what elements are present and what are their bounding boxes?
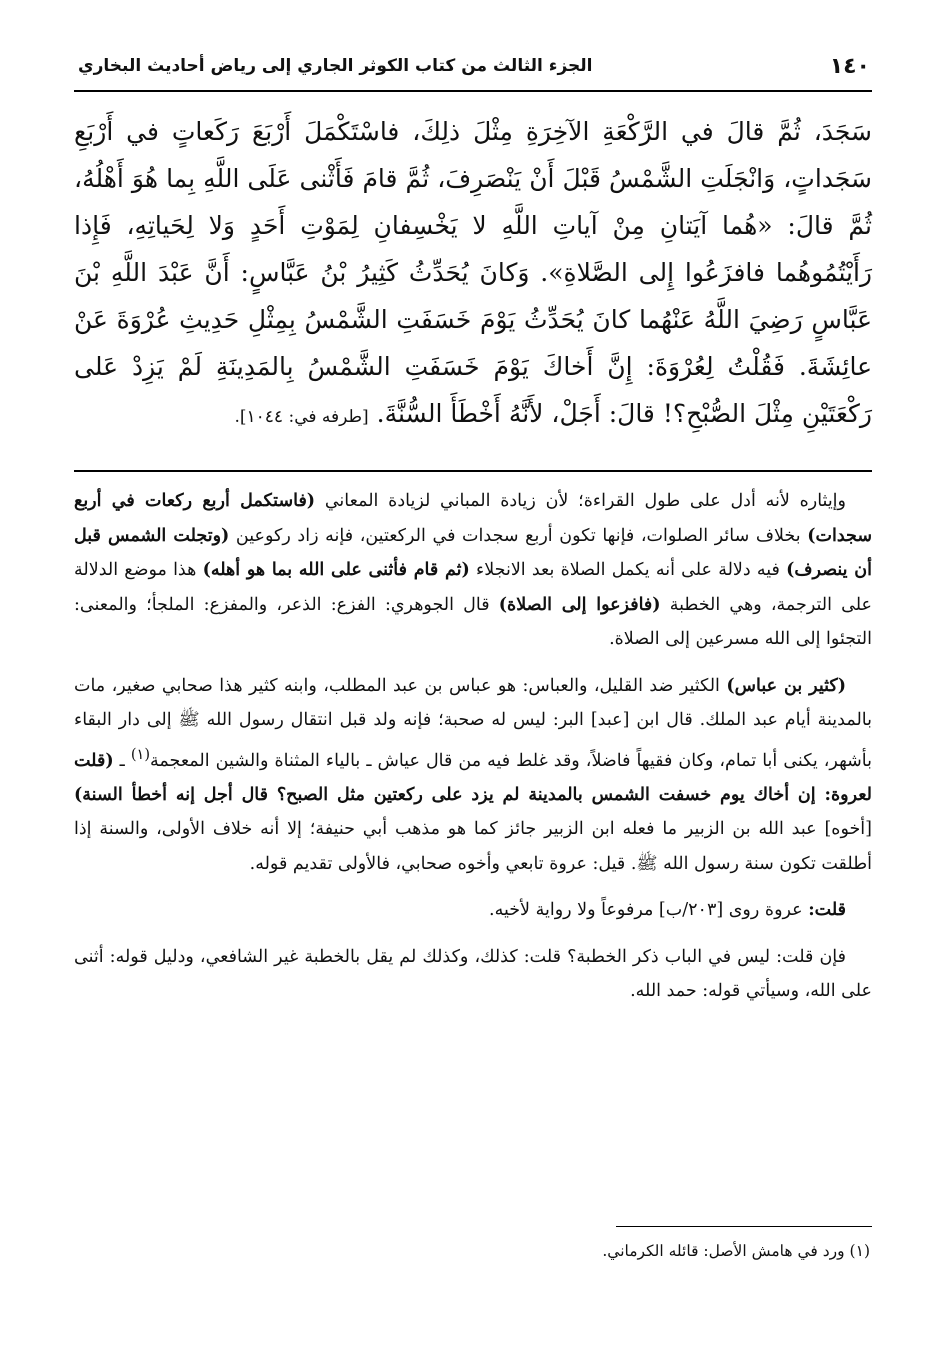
commentary-block [74,484,872,1009]
commentary-text: فإن قلت: ليس في الباب ذكر الخطبة؟ قلت: كذلك، وكذلك لم يقل بالخطبة غير الشافعي، ودليل قوله: أثنى على الله، وسيأتي قوله: حمد الله. [74,946,872,1002]
footnote-divider [616,1226,872,1227]
commentary-text: بخلاف سائر الصلوات، فإنها تكون أربع سجدات في الركعتين، فإنه زاد ركوعين [229,525,808,546]
commentary-text: قال الجوهري: الفزع: الذعر، والمفزع: الملجأ؛ والمعنى: التجئوا إلى الله مسرعين إلى الصلاة. [74,594,872,649]
commentary-text: هذا موضع الدلالة على الترجمة، وهي الخطبة [74,560,872,615]
quoted-phrase: قلت: [808,900,846,921]
quoted-phrase: (وتجلت الشمس قبل أن ينصرف) [74,525,872,580]
commentary-text: الكثير ضد القليل، والعباس: هو عباس بن عبد المطلب، وابنه كثير هذا صحابي صغير، مات بالمدينة أيام عبد الملك. قال ابن [عبد] البر: ليس له صحبة؛ فإنه ولد قبل انتقال رسول الله ﷺ إلى دار البقاء بأشهر، يكنى أبا تمام، وكان فقيهاً فاضلاً، وقد غلط فيه من قال عياش ـ بالياء المثناة والشين المعجمة [74,675,872,771]
footnote-marker: (١) [130,745,151,763]
footnote [74,1238,870,1264]
running-title: الجزء الثالث من كتاب الكوثر الجاري إلى رياض أحاديث البخاري [78,56,593,76]
quoted-phrase: (قلت لعروة: إن أخاك يوم خسفت الشمس بالمدينة لم يزد على ركعتين مثل الصبح؟ قال أجل إنه أخطأ السنة) [74,750,872,805]
commentary-paragraph-3 [74,893,872,928]
quoted-phrase: (ثم قام فأثنى على الله بما هو أهله) [202,560,470,580]
hadith-text: سَجَدَ، ثُمَّ قالَ في الرَّكْعَةِ الآخِرَةِ مِثْلَ ذلِكَ، فاسْتَكْمَلَ أَرْبَعَ رَكَعاتٍ في أَرْبَعِ سَجَداتٍ، وَانْجَلَتِ الشَّمْسُ قَبْلَ أَنْ يَنْصَرِفَ، ثُمَّ قامَ فَأَثْنى عَلَى اللَّهِ بِما هُوَ أَهْلُهُ، ثُمَّ قالَ: «هُما آيَتانِ مِنْ آياتِ اللَّهِ لا يَخْسِفانِ لِمَوْتِ أَحَدٍ وَلا لِحَياتِهِ، فَإِذا رَأَيْتُمُوهُما فافزَعُوا إِلى الصَّلاةِ». وَكانَ يُحَدِّثُ كَثِيرُ بْنُ عَبَّاسٍ: أَنَّ عَبْدَ اللَّهِ بْنَ عَبَّاسٍ رَضِيَ اللَّهُ عَنْهُما كانَ يُحَدِّثُ يَوْمَ خَسَفَتِ الشَّمْسُ بِمِثْلِ حَدِيثِ عُرْوَةَ عَنْ عائِشَةَ. فَقُلْتُ لِعُرْوَةَ: إِنَّ أَخاكَ يَوْمَ خَسَفَتِ الشَّمْسُ بِالمَدِينَةِ لَمْ يَزِدْ عَلى رَكْعَتَيْنِ مِثْلَ الصُّبْحِ؟! قالَ: أَجَلْ، لأَنَّهُ أَخْطَأَ السُّنَّةَ. [74,117,872,428]
commentary-text: عروة روى [٢٠٣/ب] مرفوعاً ولا رواية لأخيه. [489,900,809,921]
commentary-paragraph-1 [74,484,872,657]
quoted-phrase: (كثير بن عباس) [726,675,847,696]
commentary-paragraph-2 [74,669,872,882]
page-header [74,48,872,92]
commentary-text: ـ [113,750,131,771]
footnote-text: (١) ورد في هامش الأصل: قائله الكرماني. [602,1242,870,1260]
commentary-text: [أخوه] عبد الله بن الزبير ما فعله ابن الزبير جائز كما هو مذهب أبي حنيفة؛ إلا أنه خلاف الأولى، والسنة إذا أطلقت تكون سنة رسول الله ﷺ. قيل: عروة تابعي وأخوه صحابي، فالأولى تقديم قوله. [74,819,872,874]
commentary-text: فيه دلالة على أنه يكمل الصلاة بعد الانجلاء [469,560,787,580]
quoted-phrase: (فاستكمل أربع ركعات في أربع سجدات) [74,491,872,546]
page-number: ١٤٠ [829,54,870,79]
hadith-text-block [74,108,872,441]
commentary-paragraph-4 [74,940,872,1009]
quoted-phrase: (فافزعوا إلى الصلاة) [498,594,661,615]
commentary-text: وإيثاره لأنه أدل على طول القراءة؛ لأن زيادة المباني لزيادة المعاني [315,491,846,511]
section-divider [74,470,872,472]
cross-reference: [طرفه في: ١٠٤٤]. [234,407,369,427]
